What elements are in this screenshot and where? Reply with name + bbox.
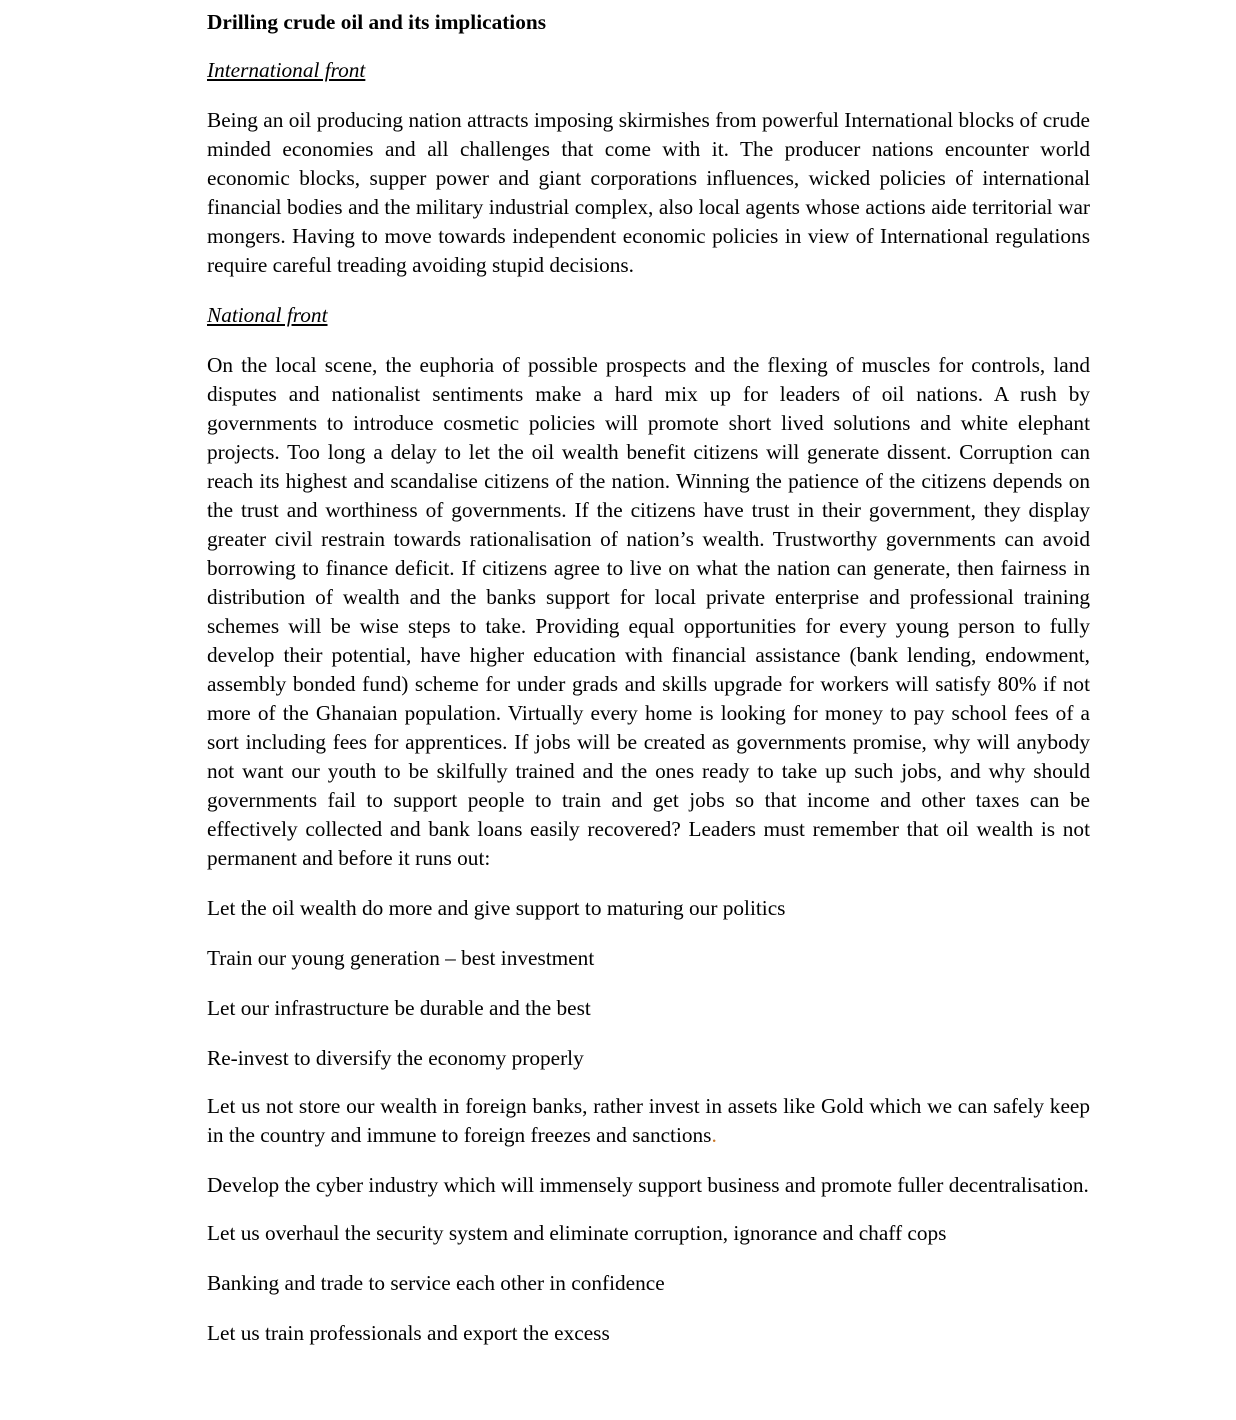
point-item: Develop the cyber industry which will immensely support business and promote fuller decentralisation. — [207, 1173, 1089, 1197]
point-item: Let us overhaul the security system and eliminate corruption, ignorance and chaff cops — [207, 1221, 947, 1245]
point-item: Re-invest to diversify the economy properly — [207, 1046, 584, 1070]
accent-period: . — [711, 1123, 717, 1147]
point-item: Let us train professionals and export the excess — [207, 1321, 610, 1345]
point-item: Train our young generation – best investment — [207, 946, 595, 970]
paragraph-international: Being an oil producing nation attracts imposing skirmishes from powerful International blocks of crude minded economies and all challenges that come with it. The producer nations encounter world economic blocks, supper power and giant corporations influences, wicked policies of international financial bodies and the military industrial complex, also local agents whose actions aide territorial war mongers. Having to move towards independent economic policies in view of International regulations require careful treading avoiding stupid decisions. — [207, 108, 1090, 277]
point-item — [207, 1092, 1090, 1150]
point-item: Banking and trade to service each other in confidence — [207, 1271, 665, 1295]
point-item-text: Let us not store our wealth in foreign banks, rather invest in assets like Gold which we can safely keep in the country and immune to foreign freezes and sanctions — [207, 1094, 1090, 1147]
paragraph-national: On the local scene, the euphoria of possible prospects and the flexing of muscles for controls, land disputes and nationalist sentiments make a hard mix up for leaders of oil nations. A rush by governments to introduce cosmetic policies will promote short lived solutions and white elephant projects. Too long a delay to let the oil wealth benefit citizens will generate dissent. Corruption can reach its highest and scandalise citizens of the nation. Winning the patience of the citizens depends on the trust and worthiness of governments. If the citizens have trust in their government, they display greater civil restrain towards rationalisation of nation’s wealth. Trustworthy governments can avoid borrowing to finance deficit. If citizens agree to live on what the nation can generate, then fairness in distribution of wealth and the banks support for local private enterprise and professional training schemes will be wise steps to take. Providing equal opportunities for every young person to fully develop their potential, have higher education with financial assistance (bank lending, endowment, assembly bonded fund) scheme for under grads and skills upgrade for workers will satisfy 80% if not more of the Ghanaian population. Virtually every home is looking for money to pay school fees of a sort including fees for apprentices. If jobs will be created as governments promise, why will anybody not want our youth to be skilfully trained and the ones ready to take up such jobs, and why should governments fail to support people to train and get jobs so that income and other taxes can be effectively collected and bank loans easily recovered? Leaders must remember that oil wealth is not permanent and before it runs out: — [207, 353, 1090, 870]
section-heading-international: International front — [207, 58, 366, 82]
section-heading-national: National front — [207, 303, 328, 327]
point-item: Let the oil wealth do more and give support to maturing our politics — [207, 896, 786, 920]
point-item: Let our infrastructure be durable and the best — [207, 996, 591, 1020]
document-page — [207, 8, 1090, 1369]
document-title: Drilling crude oil and its implications — [207, 10, 547, 34]
